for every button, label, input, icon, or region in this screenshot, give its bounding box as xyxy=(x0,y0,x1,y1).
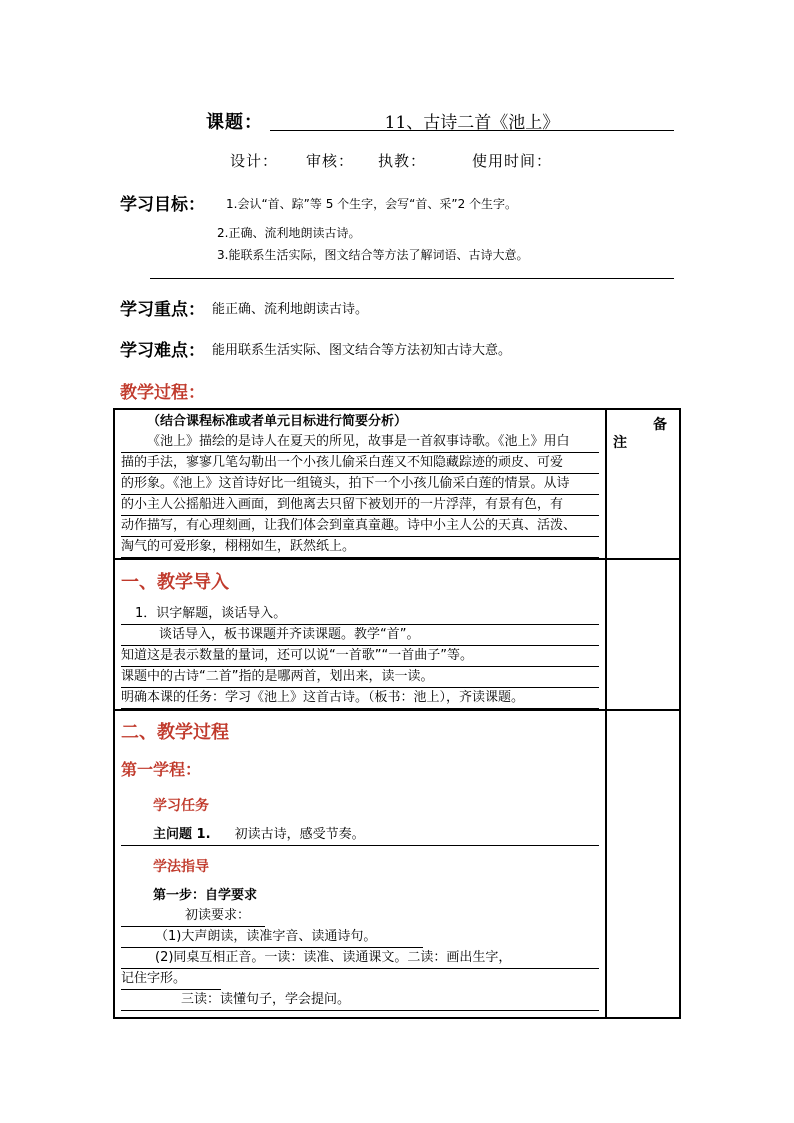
note-header-top: 备 xyxy=(653,417,667,433)
intro-heading: 一、教学导入 xyxy=(121,572,229,593)
goals-label: 学习目标： xyxy=(120,195,205,215)
analysis-line: 的小主人公摇船进入画面，到他离去只留下被划开的一片浮萍，有景有色，有 xyxy=(121,495,599,516)
main-question-text: 初读古诗，感受节奏。 xyxy=(234,827,365,842)
analysis-line: 的形象。《池上》这首诗好比一组镜头，拍下一个小孩儿偷采白莲的情景。从诗 xyxy=(121,474,599,495)
intro-line: 明确本课的任务：学习《池上》这首古诗。（板书：池上），齐读课题。 xyxy=(121,688,599,709)
intro-line: 1．识字解题，谈话导入。 xyxy=(121,604,599,625)
difficulty-label: 学习难点： xyxy=(120,341,205,361)
intro-line: 知道这是表示数量的量词，还可以说“一首歌”“一首曲子”等。 xyxy=(121,646,599,667)
analysis-cell xyxy=(114,409,606,559)
goal-item: 3.能联系生活实际，图文结合等方法了解词语、古诗大意。 xyxy=(217,248,529,262)
lesson-table xyxy=(113,408,681,1019)
stage-heading: 第一学程： xyxy=(121,760,202,779)
note-cell xyxy=(606,559,680,710)
intro-line: 谈话导入，板书课题并齐读课题。教学“首”。 xyxy=(121,625,599,646)
step-line: 三读：读懂句子，学会提问。 xyxy=(121,990,599,1011)
intro-line: 课题中的古诗“二首”指的是哪两首，划出来，读一读。 xyxy=(121,667,599,688)
divider xyxy=(150,278,674,279)
step-line: (2)同桌互相正音。一读：读准、读通课文。二读：画出生字， xyxy=(121,948,599,969)
title-label: 课题： xyxy=(206,112,263,133)
analysis-heading: （结合课程标准或者单元目标进行简要分析） xyxy=(147,414,408,429)
difficulty-text: 能用联系生活实际、图文结合等方法初知古诗大意。 xyxy=(212,343,512,358)
step-line: 记住字形。 xyxy=(121,969,221,990)
process-heading: 教学过程： xyxy=(120,383,205,403)
goal-item: 2.正确、流利地朗读古诗。 xyxy=(217,226,361,240)
main-question-label: 主问题 1. xyxy=(153,827,211,842)
design-label: 设计： xyxy=(230,152,279,170)
note-cell xyxy=(606,409,680,559)
note-header-bottom: 注 xyxy=(613,435,627,451)
analysis-line: 《池上》描绘的是诗人在夏天的所见，故事是一首叙事诗歌。《池上》用白 xyxy=(121,432,599,453)
focus-text: 能正确、流利地朗读古诗。 xyxy=(212,302,369,317)
process-cell xyxy=(114,710,606,1018)
step-line: 初读要求： xyxy=(121,906,265,927)
goal-item: 1.会认“首、踪”等 5 个生字，会写“首、采”2 个生字。 xyxy=(226,197,518,211)
method-label: 学法指导 xyxy=(153,859,209,875)
time-label: 使用时间： xyxy=(472,152,553,170)
step-heading: 第一步：自学要求 xyxy=(153,888,258,903)
analysis-line: 描的手法，寥寥几笔勾勒出一个小孩儿偷采白莲又不知隐藏踪迹的顽皮、可爱 xyxy=(121,453,599,474)
intro-cell xyxy=(114,559,606,710)
task-label: 学习任务 xyxy=(153,798,209,814)
step-line: （1)大声朗读，读准字音、读通诗句。 xyxy=(121,927,423,948)
teach-label: 执教： xyxy=(378,152,427,170)
note-cell xyxy=(606,710,680,1018)
analysis-line: 淘气的可爱形象，栩栩如生，跃然纸上。 xyxy=(121,537,599,558)
analysis-line: 动作描写，有心理刻画，让我们体会到童真童趣。诗中小主人公的天真、活泼、 xyxy=(121,516,599,537)
lesson-title: 11、古诗二首《池上》 xyxy=(270,108,674,131)
process-section-heading: 二、教学过程 xyxy=(121,722,229,743)
focus-label: 学习重点： xyxy=(120,300,205,320)
review-label: 审核： xyxy=(306,152,355,170)
